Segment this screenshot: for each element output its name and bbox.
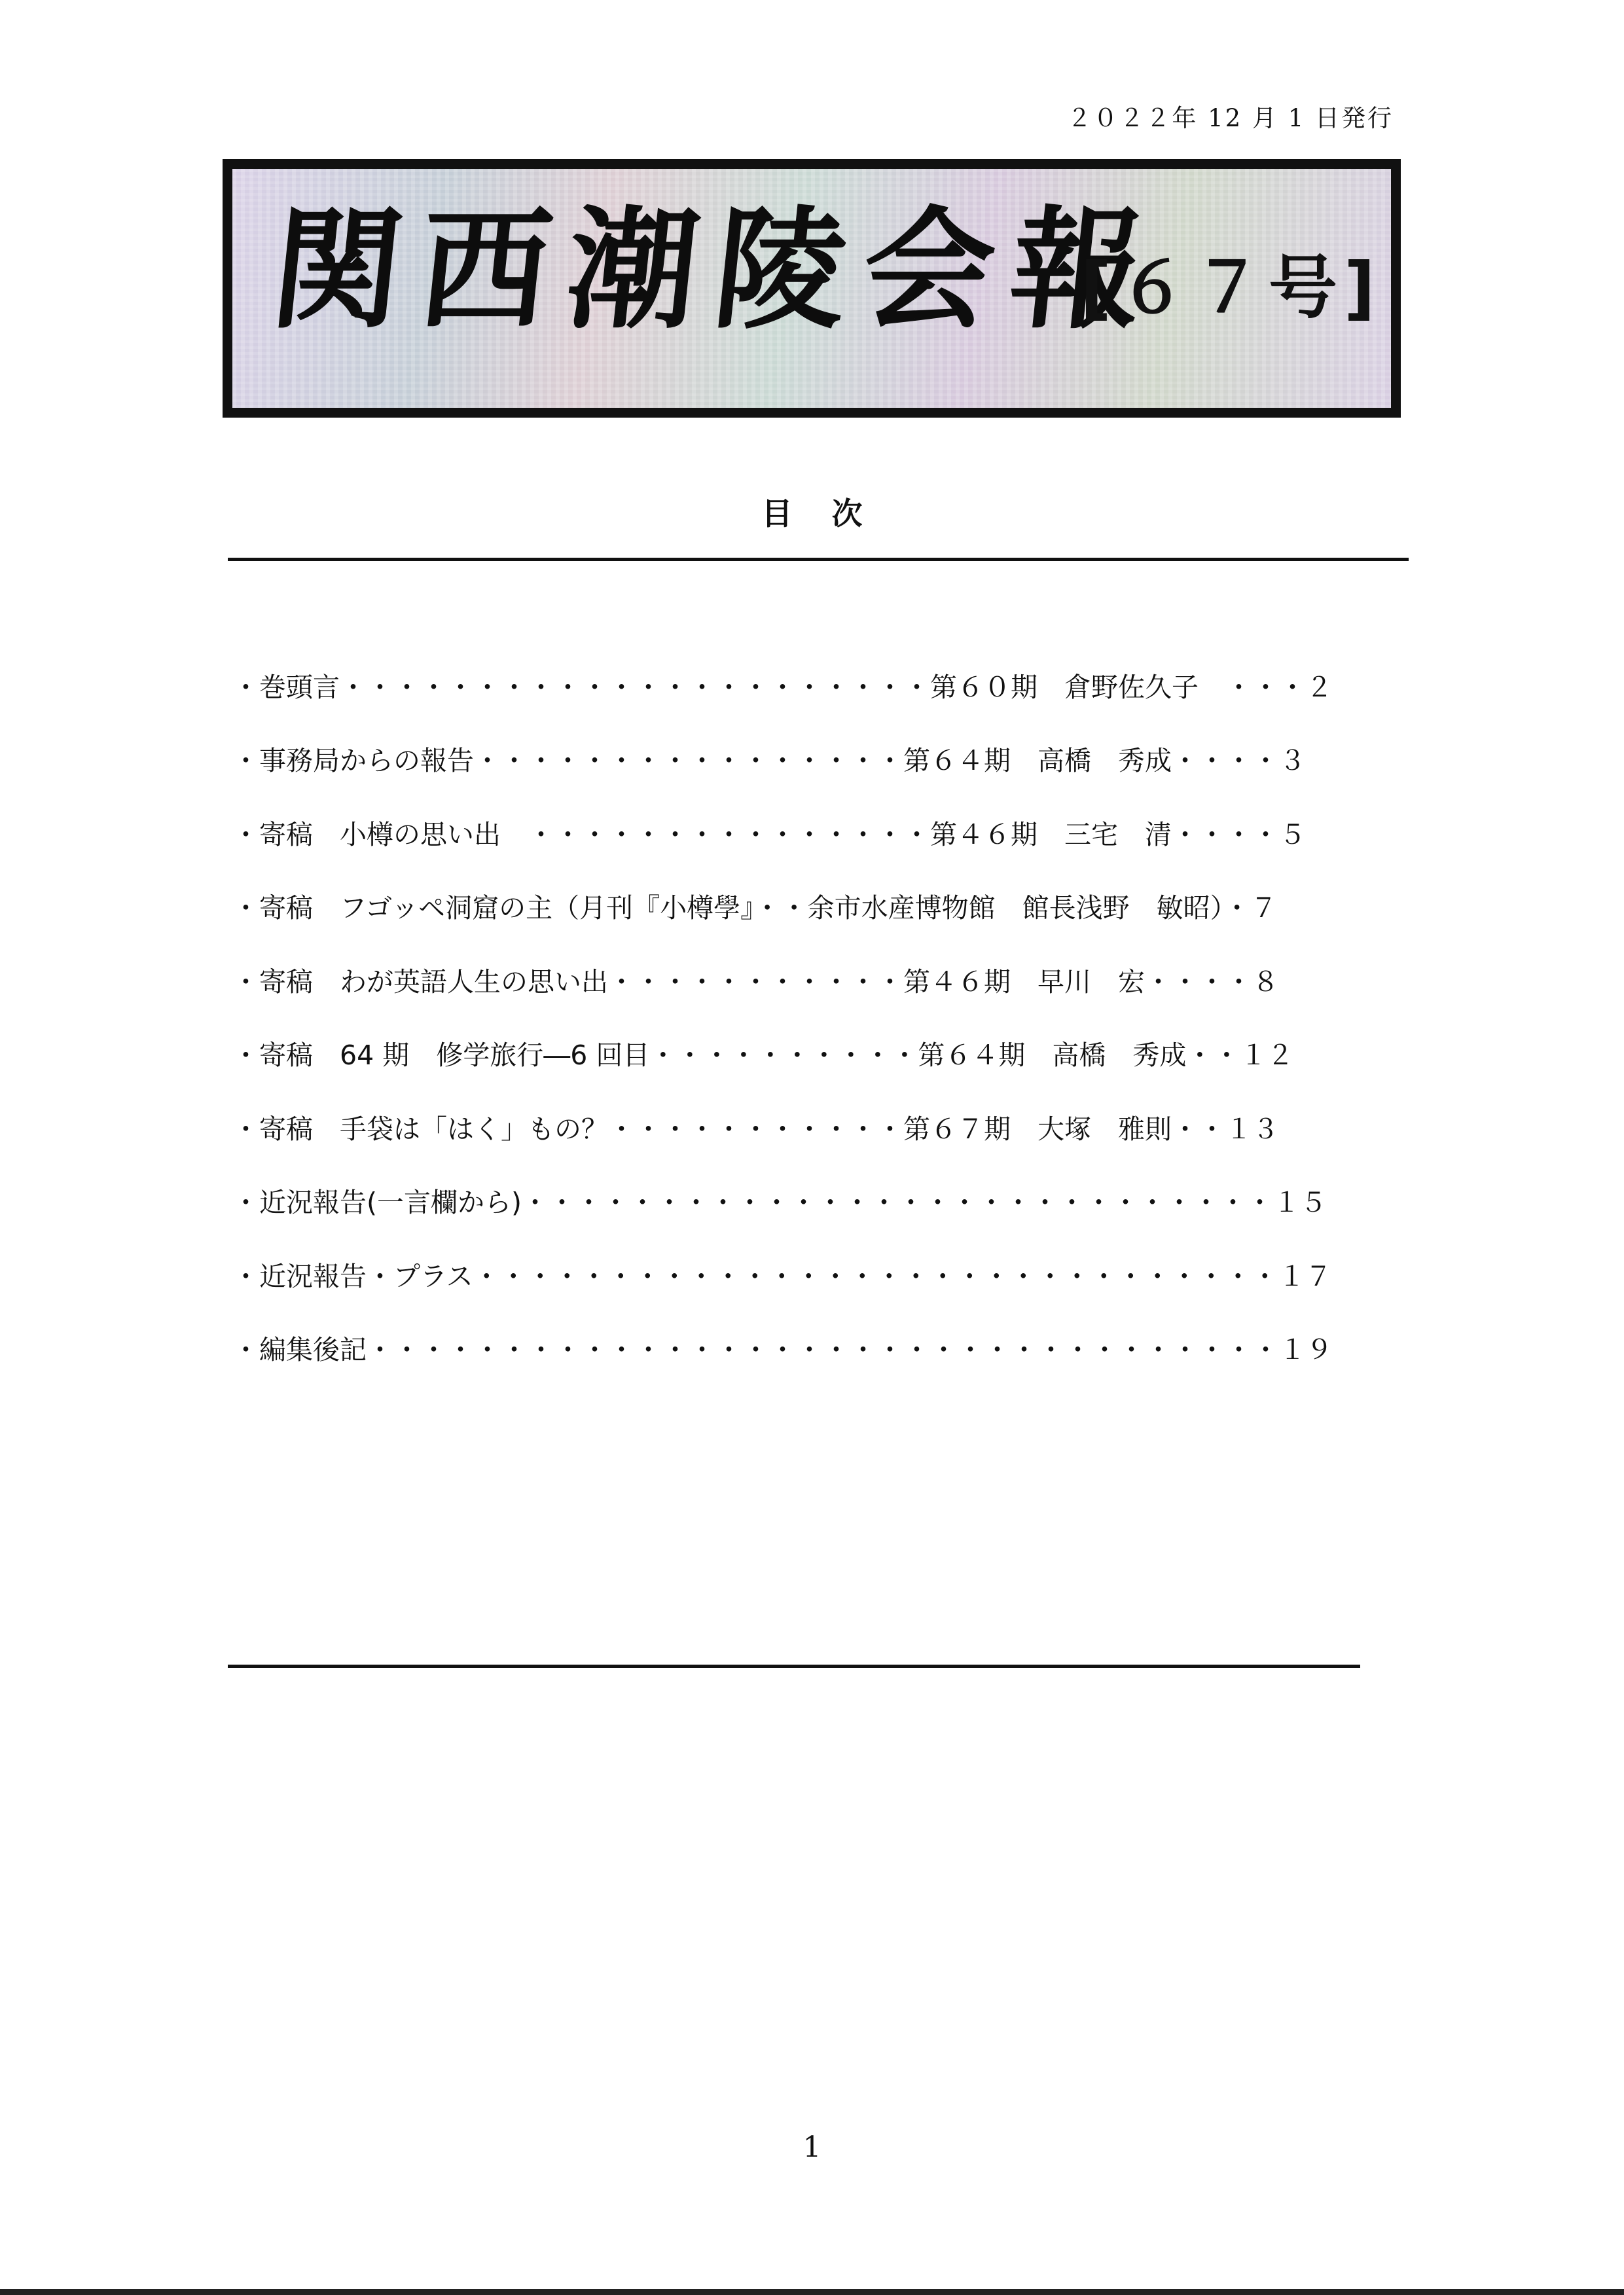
page-number: 1: [803, 2131, 821, 2164]
toc-entry-english-life: ・寄稿 わが英語人生の思い出・・・・・・・・・・・第４６期 早川 宏・・・・８: [232, 966, 1279, 998]
top-divider: [228, 558, 1409, 561]
toc-entry-editors-note: ・編集後記・・・・・・・・・・・・・・・・・・・・・・・・・・・・・・・・・・１９: [232, 1334, 1333, 1366]
toc-entry-otaru-memories: ・寄稿 小樽の思い出 ・・・・・・・・・・・・・・・第４６期 三宅 清・・・・５: [232, 818, 1306, 850]
toc-entry-fugoppe-cave: ・寄稿 フゴッペ洞窟の主（月刊『小樽學』・・余市水産博物館 館長浅野 敏昭）・７: [232, 892, 1278, 924]
newsletter-title: 関西潮陵会報: [263, 193, 1168, 347]
toc-entry-secretariat-report: ・事務局からの報告・・・・・・・・・・・・・・・・第６４期 高橋 秀成・・・・３: [232, 745, 1306, 777]
table-of-contents: [232, 648, 1345, 1384]
scan-edge: [0, 2289, 1624, 2295]
issue-number: [６７号]: [1080, 248, 1382, 328]
toc-entry-gloves: ・寄稿 手袋は「はく」もの？・・・・・・・・・・・第６７期 大塚 雅則・・１３: [232, 1113, 1279, 1145]
toc-entry-news-comments: ・近況報告(一言欄から)・・・・・・・・・・・・・・・・・・・・・・・・・・・・１５: [232, 1187, 1327, 1219]
toc-entry-school-trip: ・寄稿 64 期 修学旅行―6 回目・・・・・・・・・・第６４期 高橋 秀成・・１２: [232, 1039, 1294, 1072]
toc-entry-news-plus: ・近況報告・プラス・・・・・・・・・・・・・・・・・・・・・・・・・・・・・・１７: [232, 1260, 1332, 1292]
toc-heading: 目次: [761, 496, 902, 532]
toc-entry-foreword: ・巻頭言・・・・・・・・・・・・・・・・・・・・・・第６０期 倉野佐久子 ・・・２: [232, 671, 1333, 703]
title-banner: [223, 159, 1401, 418]
issue-date: ２０２２年 12 月 1 日発行: [1067, 104, 1394, 132]
bottom-divider: [228, 1665, 1360, 1668]
